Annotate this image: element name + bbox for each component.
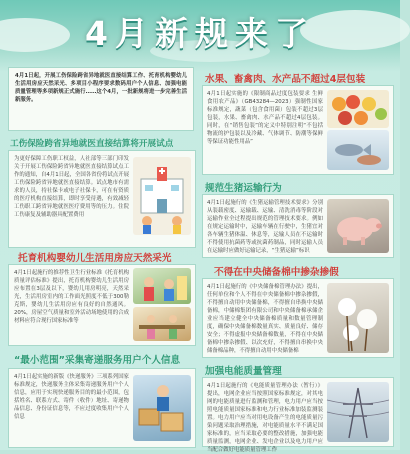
nursery-photo-2 xyxy=(133,307,191,341)
section-courier xyxy=(8,368,196,448)
section-packaging-text: 4月1日起实施的《限制商品过度包装要求 生鲜食用农产品》（GB43284—2023）强制性国家标准规定，蔬菜（包含食用菌）包装不超过3层包装，水果、畜禽肉、水产品不超过4层包装。同时，在“销售包装”的定义中特别注明“不包括物流的护包装以及冷藏、气体调节、防潮等保鲜等保证功能性用品” xyxy=(207,91,323,145)
section-pig-text: 4月1日起施行的《生猪运输管理技术要求》分别从装载密度、运输载、运输、清洗消毒等阶段对运输作业全过程提出规范的管理技术要求。例如在规定运输时中，运输车辆在行驶中，生猪宜对各车辆生猪体温、休息等，运输人员在不运输时不得使用抗菌药等或抗菌药制品，同时运输人员在运输时应做好运输记录，“生猪运输”标识 xyxy=(207,200,323,254)
power-tower-photo xyxy=(327,382,389,442)
power-tower-photo-icon xyxy=(327,382,389,442)
courier-photo xyxy=(133,375,191,441)
section-courier-text: 4月1日起实施的新版《快递服务》三项系列国家标准规定，快递服务主体采集寄递服务用户个人信息，应用于实现快递服务目的的最小范围，包括姓名、联系方式、寄件（收件）地址、寄递物品信息、身份证信息等，不应过度收集用户个人信息 xyxy=(14,374,129,420)
section-nursery-text: 4月1日起施行的推荐性卫生行业标准《托育机构质量评估标准》提出，托育机构婴幼儿生活用房应布置在3层及以下，婴幼儿用房明亮，天然采光，生活用房室内的工作面光照度不低于300勒克斯，婴幼儿生活用房应有良好的自然通风。20%，房屋空气质量和室外活动场地使用的合成材料应符合现行国家标准等 xyxy=(14,270,129,324)
section-workinjury xyxy=(8,150,196,248)
section-title-workinjury: 工伤保险跨省异地就医直接结算将开展试点 xyxy=(10,139,174,149)
section-title-pig: 规范生猪运输行为 xyxy=(205,183,282,194)
delivery-photo-icon xyxy=(133,375,191,441)
section-nursery xyxy=(8,264,196,346)
section-title-packaging: 水果、畜禽肉、水产品不超过4层包装 xyxy=(205,74,366,85)
pig-photo xyxy=(327,199,389,253)
produce-photo xyxy=(327,90,389,128)
section-workinjury-text: 为更好保障工伤职工权益，人社部等三部门印发关于开展工伤保险跨省异地就医直接结算试点工作的通知，自4月1日起，全国各省份将试点开展工伤保险跨省异地就医直接结算。试点地市有需求的人员，持社保卡或电子社保卡，可在有资质的医疗机构直接结算，即时享受待遇，有效减轻工伤职工跨省异地就医医疗费用等的压力。住院工伤康复及辅助器具配置费用 xyxy=(14,156,129,218)
pig-photo-icon xyxy=(327,199,389,253)
section-title-power: 加强电能质量管理 xyxy=(205,366,282,377)
seafood-photo-icon xyxy=(327,130,389,170)
work-injury-illustration xyxy=(133,157,191,235)
section-cotton xyxy=(202,278,394,358)
cotton-photo xyxy=(327,283,389,353)
section-title-cotton: 不得在中央储备棉中掺杂掺假 xyxy=(214,267,339,278)
section-cotton-text: 4月1日起施行的《中央储备棉管理办法》提出，任何单位和个人不得在中央储备棉中掺杂掺假，不得擅自动用中央储备棉，不得擅自串换中央储备棉，中储棉集团有限公司和中央储备棉承储企业应当建立健全中央储备棉质量和数量管理制度，确保中央储备棉数量真实、质量良好、储存安全；不得虚报中央储备棉数量，不得在中央储备棉中掺杂掺假、以次充好，不得擅自串换中央储备棉品种，不得擅自动用中央储备棉 xyxy=(207,284,323,354)
page-title: 4月新规来了 xyxy=(85,14,315,53)
classroom-photo-icon xyxy=(133,307,191,341)
hospital-illustration-icon xyxy=(133,157,191,235)
section-power-text: 4月1日起施行的《电能质量管理办法（暂行）》提出，电网企业应当按照国家标准规定，对其电网的电能质量进行监测和管理，电力用户应当按照电能质量国家标准和电力行业标准加装监测装置。电力用户应当对用电设备产生的电能质量污染问题采取治理措施，对电能质量水平不满足国家标准的，应当采取必要的整改措施，加强电能质量监测，电网企业、发电企业以及电力用户应当配合做好电能质量管理工作 xyxy=(207,383,323,453)
section-title-nursery: 托育机构婴幼儿生活用房应天然采光 xyxy=(18,253,172,264)
cotton-photo-icon xyxy=(327,283,389,353)
section-power xyxy=(202,377,394,453)
nursery-photo xyxy=(133,268,191,304)
intro-text: 4月1日起，开展工伤保险跨省异地就医直接结算工作、托育机构婴幼儿生活用房应天然采光、多项目小程序要求数码用户个人信息、加强电能质量管理等多项新规正式施行……这个4月，一批新规将进一步完善生活新服务。 xyxy=(15,73,187,103)
section-packaging xyxy=(202,85,394,175)
intro-panel xyxy=(8,67,194,131)
children-photo-icon xyxy=(133,268,191,304)
section-pig xyxy=(202,194,394,258)
fruit-photo-icon xyxy=(327,90,389,128)
section-title-courier: “最小范围”采集寄递服务用户个人信息 xyxy=(14,355,181,366)
fish-photo xyxy=(327,130,389,170)
